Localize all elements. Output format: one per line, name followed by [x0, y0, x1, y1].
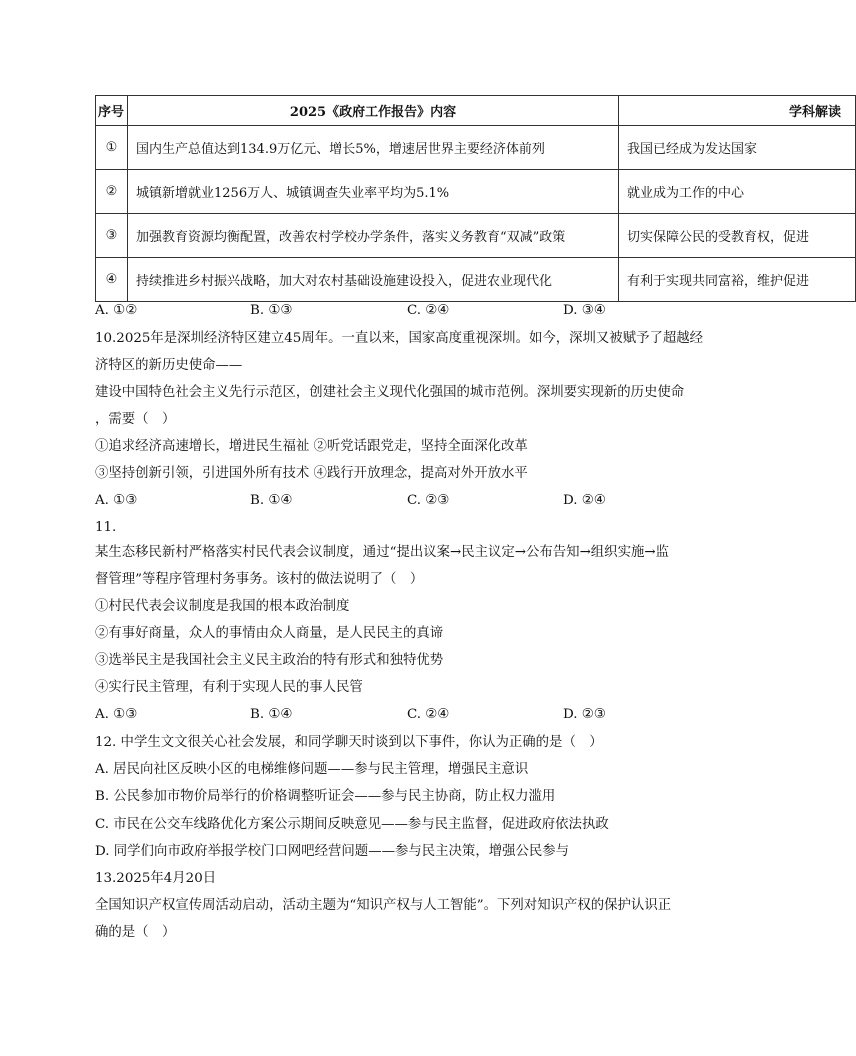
question-10-text: 济特区的新历史使命—— [95, 358, 243, 373]
question-10-text: 建设中国特色社会主义先行示范区，创建社会主义现代化强国的城市范例。深圳要实现新的历史使命 [95, 385, 685, 400]
question-10-statement: ③坚持创新引领，引进国外所有技术 ④践行开放理念，提高对外开放水平 [95, 466, 528, 481]
row-content: 加强教育资源均衡配置，改善农村学校办学条件，落实义务教育“双减”政策 [128, 214, 619, 258]
row-analysis: 我国已经成为发达国家 [619, 126, 856, 170]
header-cell: 学科解读 [619, 96, 856, 126]
question-13-text: 确的是（ ） [95, 925, 176, 940]
row-analysis: 就业成为工作的中心 [619, 170, 856, 214]
question-12-text: 12. 中学生文文很关心社会发展，和同学聊天时谈到以下事件，你认为正确的是（ ） [95, 735, 603, 750]
question-13-number: 13.2025年4月20日 [95, 871, 217, 886]
row-number: ① [96, 126, 128, 170]
row-content: 国内生产总值达到134.9万亿元、增长5%，增速居世界主要经济体前列 [128, 126, 619, 170]
option-c[interactable]: C. ②③ [407, 493, 450, 508]
policy-table [95, 95, 856, 302]
header-cell: 序号 [96, 96, 128, 126]
question-13-text: 全国知识产权宣传周活动启动，活动主题为“知识产权与人工智能”。下列对知识产权的保护认识正 [95, 898, 672, 913]
option-a[interactable]: A. ①③ [95, 493, 138, 508]
q11-options [95, 705, 655, 725]
row-content: 城镇新增就业1256万人、城镇调查失业率平均为5.1% [128, 170, 619, 214]
row-content: 持续推进乡村振兴战略，加大对农村基础设施建设投入，促进农业现代化 [128, 258, 619, 302]
option-c[interactable]: C. ②④ [407, 303, 450, 318]
table-row [96, 126, 856, 170]
option-d[interactable]: D. ②④ [563, 493, 606, 508]
table-row [96, 214, 856, 258]
question-11-text: 某生态移民新村严格落实村民代表会议制度，通过“提出议案→民主议定→公布告知→组织实施→监 [95, 545, 669, 560]
header-cell: 2025《政府工作报告》内容 [128, 96, 619, 126]
row-analysis: 切实保障公民的受教育权，促进 [619, 214, 856, 258]
question-11-text: 督管理”等程序管理村务事务。该村的做法说明了（ ） [95, 572, 424, 587]
option-b[interactable]: B. ①④ [250, 707, 293, 722]
question-11-statement: ④实行民主管理，有利于实现人民的事人民管 [95, 680, 363, 695]
question-10-statement: ①追求经济高速增长，增进民生福祉 ②听党话跟党走，坚持全面深化改革 [95, 439, 528, 454]
row-number: ③ [96, 214, 128, 258]
question-11-number: 11. [95, 520, 117, 535]
option-b[interactable]: B. ①③ [250, 303, 293, 318]
row-analysis: 有利于实现共同富裕，维护促进 [619, 258, 856, 302]
option-b[interactable]: B. ①④ [250, 493, 293, 508]
option-b[interactable]: B. 公民参加市物价局举行的价格调整听证会——参与民主协商，防止权力滥用 [95, 789, 556, 804]
option-d[interactable]: D. ③④ [563, 303, 606, 318]
question-10-text: 10.2025年是深圳经济特区建立45周年。一直以来，国家高度重视深圳。如今，深圳又被赋予了超越经 [95, 331, 704, 346]
row-number: ② [96, 170, 128, 214]
table-header-row [96, 96, 856, 126]
table-row [96, 170, 856, 214]
option-d[interactable]: D. 同学们向市政府举报学校门口网吧经营问题——参与民主决策，增强公民参与 [95, 844, 570, 859]
option-c[interactable]: C. 市民在公交车线路优化方案公示期间反映意见——参与民主监督，促进政府依法执政 [95, 817, 609, 832]
question-11-statement: ③选举民主是我国社会主义民主政治的特有形式和独特优势 [95, 653, 444, 668]
question-11-statement: ①村民代表会议制度是我国的根本政治制度 [95, 599, 350, 614]
row-number: ④ [96, 258, 128, 302]
question-10-text: ，需要（ ） [95, 412, 176, 427]
q9-options [95, 301, 655, 321]
option-d[interactable]: D. ②③ [563, 707, 606, 722]
question-11-statement: ②有事好商量，众人的事情由众人商量，是人民民主的真谛 [95, 626, 444, 641]
q10-options [95, 491, 655, 511]
option-a[interactable]: A. ①② [95, 303, 138, 318]
option-a[interactable]: A. 居民向社区反映小区的电梯维修问题——参与民主管理，增强民主意识 [95, 762, 529, 777]
option-a[interactable]: A. ①③ [95, 707, 138, 722]
option-c[interactable]: C. ②④ [407, 707, 450, 722]
table-row [96, 258, 856, 302]
